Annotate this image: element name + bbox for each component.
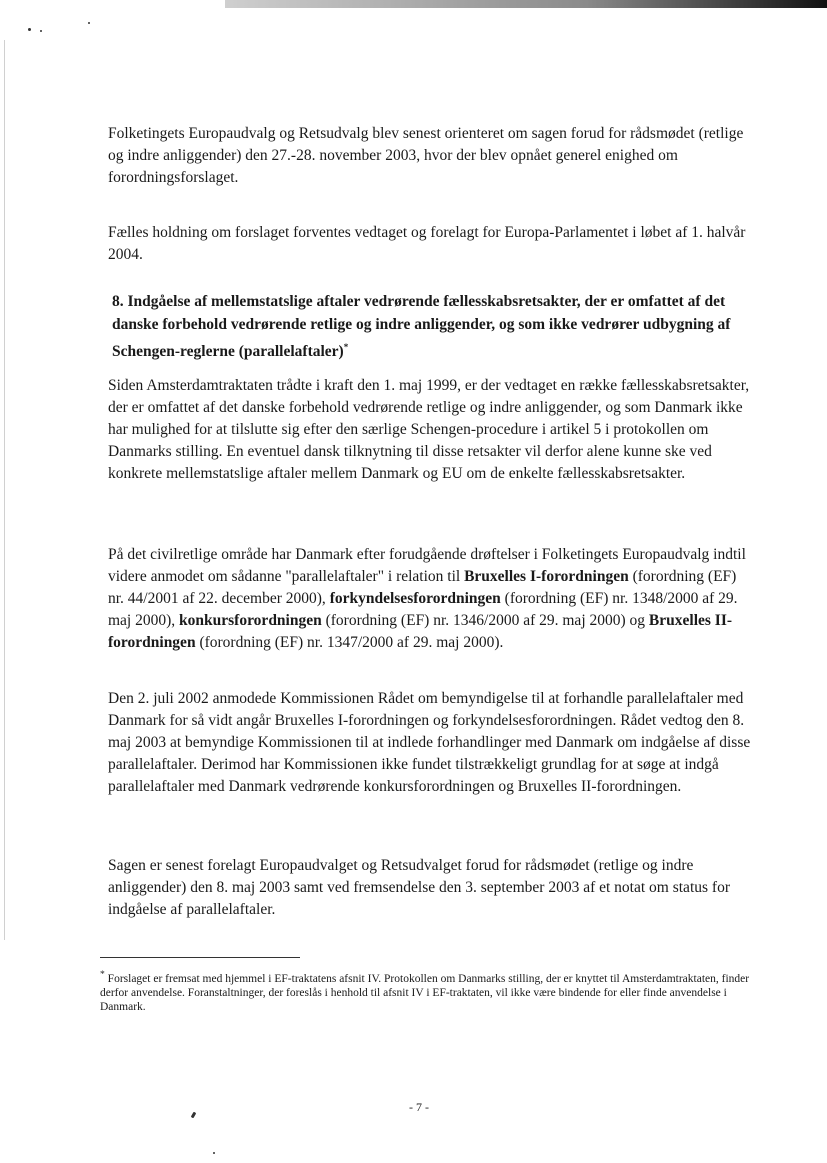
scan-speck [213, 1152, 215, 1154]
section-heading [112, 290, 762, 363]
footnote-mark: * [100, 969, 105, 980]
scan-speck [40, 30, 42, 32]
paragraph-status: Sagen er senest forelagt Europaudvalget og Retsudvalget forud for rådsmødet (retlige og indre anliggender) den 8. maj 2003 samt ved fremsendelse den 3. september 2003 af et notat om status for indgåelse af parallelaftaler. [108, 857, 730, 918]
regulation-name: Bruxelles I-forordningen [464, 568, 629, 585]
regulation-name: forkyndelsesforordningen [329, 590, 501, 607]
paragraph-common-position: Fælles holdning om forslaget forventes vedtaget og forelagt for Europa-Parlamentet i løbet af 1. halvår 2004. [108, 224, 746, 263]
text-run: (forordning (EF) nr. 1346/2000 af 29. maj 2000) og [321, 612, 649, 629]
paragraph-commission: Den 2. juli 2002 anmodede Kommissionen Rådet om bemyndigelse til at forhandle parallelaftaler med Danmark for så vidt angår Bruxelles I-forordningen og forkyndelsesforordningen. Rådet vedtog den 8. maj 2003 at bemyndige Kommissionen til at indlede forhandlinger med Danmark om indgåelse af disse parallelaftaler. Derimod har Kommissionen ikke fundet tilstrækkeligt grundlag for at søge at indgå parallelaftaler med Danmark vedrørende konkursforordningen og Bruxelles II-forordningen. [108, 690, 751, 795]
text-run: (forordning (EF) nr. 1348/2000 af 29. maj 2000), [108, 590, 738, 629]
paragraph-civil-law [108, 544, 756, 654]
footnote-text: Forslaget er fremsat med hjemmel i EF-traktatens afsnit IV. Protokollen om Danmarks stilling, der er knyttet til Amsterdamtraktaten, finder derfor anvendelse. Foranstaltninger, der foreslås i henhold til afsnit IV i EF-traktaten, vil ikke være bindende for eller finde anvendelse i Danmark. [100, 972, 750, 1013]
page-number: - 7 - [409, 1100, 429, 1114]
section-heading-text: 8. Indgåelse af mellemstatslige aftaler vedrørende fællesskabsretsakter, der er omfattet af det danske forbehold vedrørende retlige og indre anliggender, og som ikke vedrører udbygning af Schengen-reglerne (parallelaftaler) [112, 293, 731, 361]
footnote-separator [100, 957, 300, 958]
scan-speck [28, 28, 31, 31]
text-run: På det civilretlige område har Danmark efter forudgående drøftelser i Folketingets Europaudvalg indtil videre anmodet om sådanne "parallelaftaler" i relation til [108, 546, 746, 585]
paragraph-amsterdam: Siden Amsterdamtraktaten trådte i kraft den 1. maj 1999, er der vedtaget en række fællesskabsretsakter, der er omfattet af det danske forbehold vedrørende retlige og indre anliggender, og som Danmark ikke har mulighed for at tilslutte sig efter den særlige Schengen-procedure i artikel 5 i protokollen om Danmarks stilling. En eventuel dansk tilknytning til disse retsakter vil derfor alene kunne ske ved konkrete mellemstatslige aftaler mellem Danmark og EU om de enkelte fællesskabsretsakter. [108, 377, 750, 482]
text-run: (forordning (EF) nr. 1347/2000 af 29. maj 2000). [195, 634, 504, 651]
regulation-name: konkursforordningen [179, 612, 322, 629]
scan-speck [88, 22, 90, 24]
scan-speck [191, 1112, 197, 1119]
footnote [100, 968, 750, 1014]
regulation-name: Bruxelles II-forordningen [108, 612, 733, 651]
paragraph-orientation: Folketingets Europaudvalg og Retsudvalg blev senest orienteret om sagen forud for rådsmødet (retlige og indre anliggender) den 27.-28. november 2003, hvor der blev opnået generel enighed om forordningsforslaget. [108, 125, 744, 186]
footnote-reference: * [343, 342, 349, 352]
text-run: (forordning (EF) nr. 44/2001 af 22. december 2000), [108, 568, 737, 607]
scan-edge-shadow [225, 0, 827, 8]
scan-left-edge [4, 40, 5, 940]
